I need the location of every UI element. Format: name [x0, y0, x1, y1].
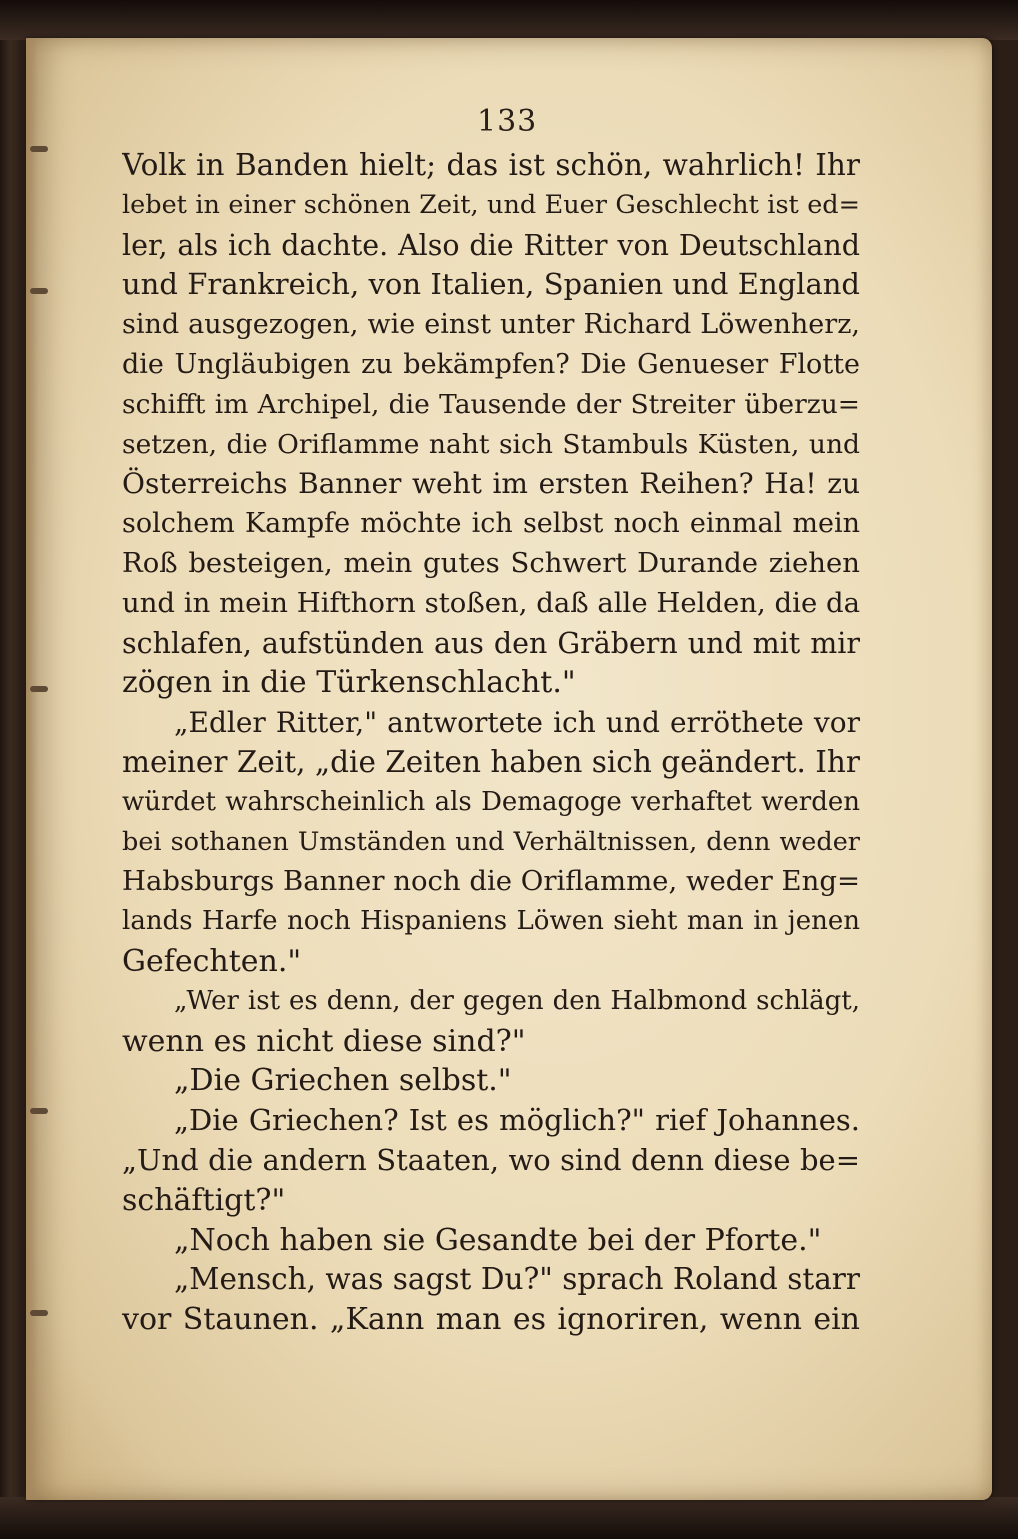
binding-mark	[30, 1108, 48, 1114]
text-line: meiner Zeit, „die Zeiten haben sich geändert. Ihr	[122, 744, 860, 779]
text-line: „Die Griechen selbst."	[174, 1063, 512, 1099]
text-line: schäftigt?"	[122, 1182, 286, 1218]
text-line: Volk in Banden hielt; das ist schön, wahrlich! Ihr	[122, 148, 860, 182]
binding-mark	[30, 288, 48, 294]
text-line: „Edler Ritter," antwortete ich und erröthete vor	[174, 706, 860, 740]
body-text	[122, 146, 860, 1340]
text-line: Österreichs Banner weht im ersten Reihen? Ha! zu	[122, 467, 860, 501]
text-line: und Frankreich, von Italien, Spanien und England	[122, 267, 860, 302]
text-line: Roß besteigen, mein gutes Schwert Durande ziehen	[122, 546, 860, 579]
binding-mark	[30, 686, 48, 692]
binding-mark	[30, 146, 48, 152]
text-line: würdet wahrscheinlich als Demagoge verhaftet werden	[122, 786, 860, 817]
text-line: ler, als ich dachte. Also die Ritter von Deutschland	[122, 228, 860, 262]
page-number: 133	[477, 104, 538, 139]
text-line: setzen, die Oriflamme naht sich Stambuls Küsten, und	[122, 428, 860, 460]
text-line: lands Harfe noch Hispaniens Löwen sieht man in jenen	[122, 906, 860, 937]
text-line: schlafen, aufstünden aus den Gräbern und mit mir	[122, 626, 860, 660]
text-line: bei sothanen Umständen und Verhältnissen, denn weder	[122, 826, 860, 857]
text-line: Habsburgs Banner noch die Oriflamme, weder Eng=	[122, 865, 860, 898]
text-line: wenn es nicht diese sind?"	[122, 1023, 526, 1059]
text-line: zögen in die Türkenschlacht."	[122, 665, 576, 701]
text-line: die Ungläubigen zu bekämpfen? Die Genueser Flotte	[122, 348, 860, 380]
text-line: und in mein Hifthorn stoßen, daß alle Helden, die da	[122, 586, 860, 619]
text-line: Gefechten."	[122, 943, 302, 979]
text-line: „Wer ist es denn, der gegen den Halbmond schlägt,	[174, 985, 860, 1016]
text-line: „Und die andern Staaten, wo sind denn diese be=	[122, 1142, 860, 1177]
cover-board-top	[0, 0, 1018, 40]
text-line: vor Staunen. „Kann man es ignoriren, wenn ein	[122, 1302, 860, 1338]
text-line: solchem Kampfe möchte ich selbst noch einmal mein	[122, 508, 860, 540]
binding-mark	[30, 1310, 48, 1316]
book-page	[26, 38, 992, 1500]
text-line: schifft im Archipel, die Tausende der Streiter überzu=	[122, 388, 860, 420]
text-line: sind ausgezogen, wie einst unter Richard Löwenherz,	[122, 309, 860, 341]
text-line: „Noch haben sie Gesandte bei der Pforte."	[174, 1222, 822, 1258]
cover-board-bottom	[0, 1497, 1018, 1539]
page-gutter	[26, 38, 38, 1500]
text-line: lebet in einer schönen Zeit, und Euer Geschlecht ist ed=	[122, 189, 860, 220]
text-line: „Mensch, was sagst Du?" sprach Roland starr	[174, 1262, 860, 1297]
text-line: „Die Griechen? Ist es möglich?" rief Johannes.	[174, 1103, 860, 1138]
